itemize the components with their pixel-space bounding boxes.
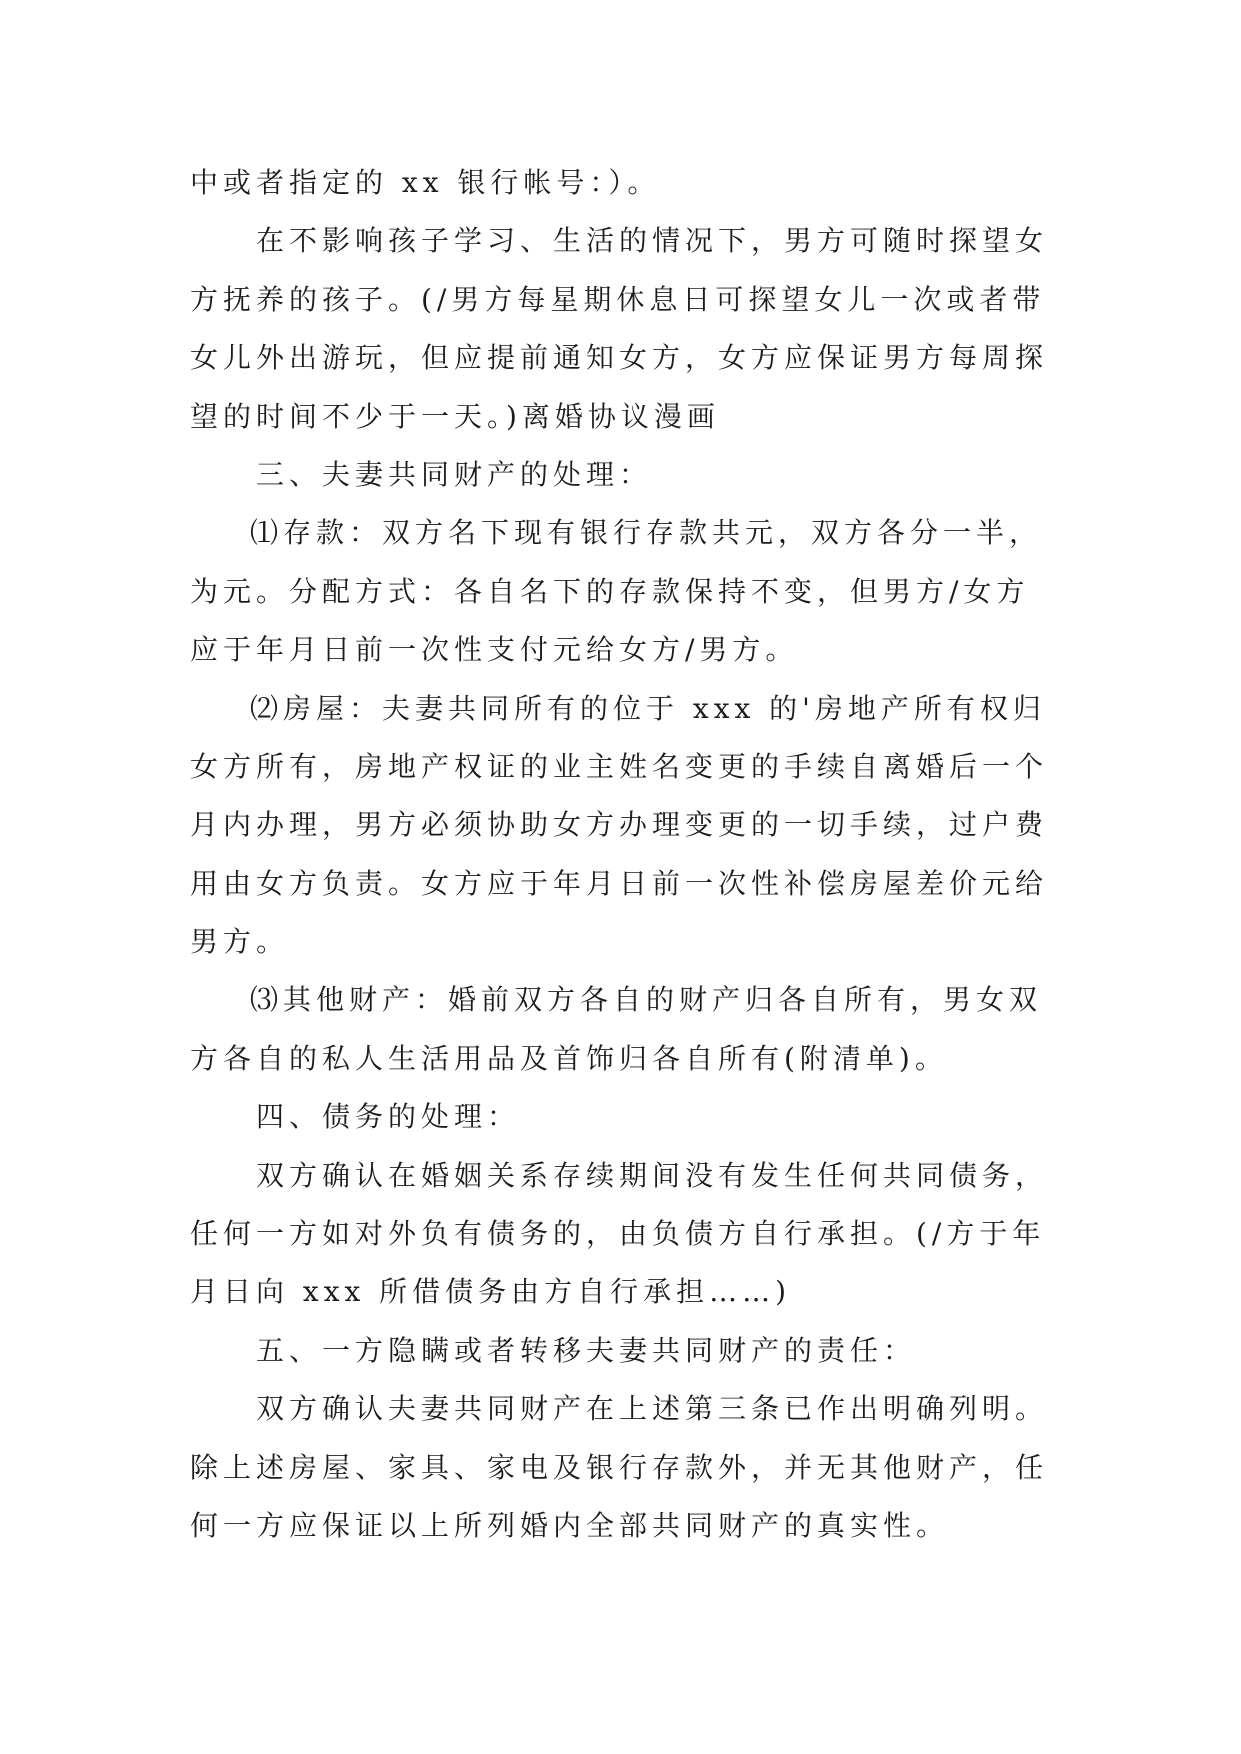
text-line: 双方确认在婚姻关系存续期间没有发生任何共同债务，	[256, 1158, 1049, 1192]
text-line: 双方确认夫妻共同财产在上述第三条已作出明确列明。	[256, 1392, 1049, 1426]
paragraph-visitation	[190, 212, 1090, 446]
paragraph-deposits	[190, 504, 1090, 679]
text-line: 除上述房屋、家具、家电及银行存款外，并无其他财产，任	[190, 1450, 1049, 1484]
section-heading-3	[190, 446, 1090, 504]
text-line: 月日向 xxx 所借债务由方自行承担……)	[190, 1275, 792, 1309]
paragraph-concealment	[190, 1380, 1090, 1555]
text-line: 何一方应保证以上所列婚内全部共同财产的真实性。	[190, 1508, 950, 1542]
text-line: ⑴存款：双方名下现有银行存款共元，双方各分一半，	[250, 516, 1043, 550]
paragraph-other-property	[190, 971, 1090, 1088]
text-line: 女方所有，房地产权证的业主姓名变更的手续自离婚后一个	[190, 749, 1049, 783]
text-line: 应于年月日前一次性支付元给女方/男方。	[190, 633, 799, 667]
paragraph-debts	[190, 1147, 1090, 1322]
text-line: ⑶其他财产：婚前双方各自的财产归各自所有，男女双	[250, 983, 1043, 1017]
text-line: 为元。分配方式：各自名下的存款保持不变，但男方/女方	[190, 574, 1030, 608]
section-heading-5	[190, 1322, 1090, 1380]
text-line: ⑵房屋：夫妻共同所有的位于 xxx 的'房地产所有权归	[250, 691, 1046, 725]
document-body	[190, 154, 1090, 1555]
section-heading-4	[190, 1088, 1090, 1146]
text-line: 五、一方隐瞒或者转移夫妻共同财产的责任：	[256, 1333, 917, 1367]
text-line: 用由女方负责。女方应于年月日前一次性补偿房屋差价元给	[190, 866, 1049, 900]
text-line: 女儿外出游玩，但应提前通知女方，女方应保证男方每周探	[190, 341, 1049, 375]
text-line: 方抚养的孩子。(/男方每星期休息日可探望女儿一次或者带	[190, 282, 1046, 316]
text-line: 望的时间不少于一天。)离婚协议漫画	[190, 399, 720, 433]
paragraph-house	[190, 680, 1090, 972]
text-line: 四、债务的处理：	[256, 1100, 521, 1134]
text-line: 三、夫妻共同财产的处理：	[256, 457, 653, 491]
text-line: 男方。	[190, 925, 290, 959]
text-line: 方各自的私人生活用品及首饰归各自所有(附清单)。	[190, 1041, 948, 1075]
paragraph-continuation	[190, 154, 1090, 212]
text-line: 月内办理，男方必须协助女方办理变更的一切手续，过户费	[190, 808, 1049, 842]
text-line: 在不影响孩子学习、生活的情况下，男方可随时探望女	[256, 224, 1049, 258]
text-line: 任何一方如对外负有债务的，由负债方自行承担。(/方于年	[190, 1217, 1046, 1251]
text-line: 中或者指定的 xx 银行帐号：）。	[190, 166, 661, 199]
